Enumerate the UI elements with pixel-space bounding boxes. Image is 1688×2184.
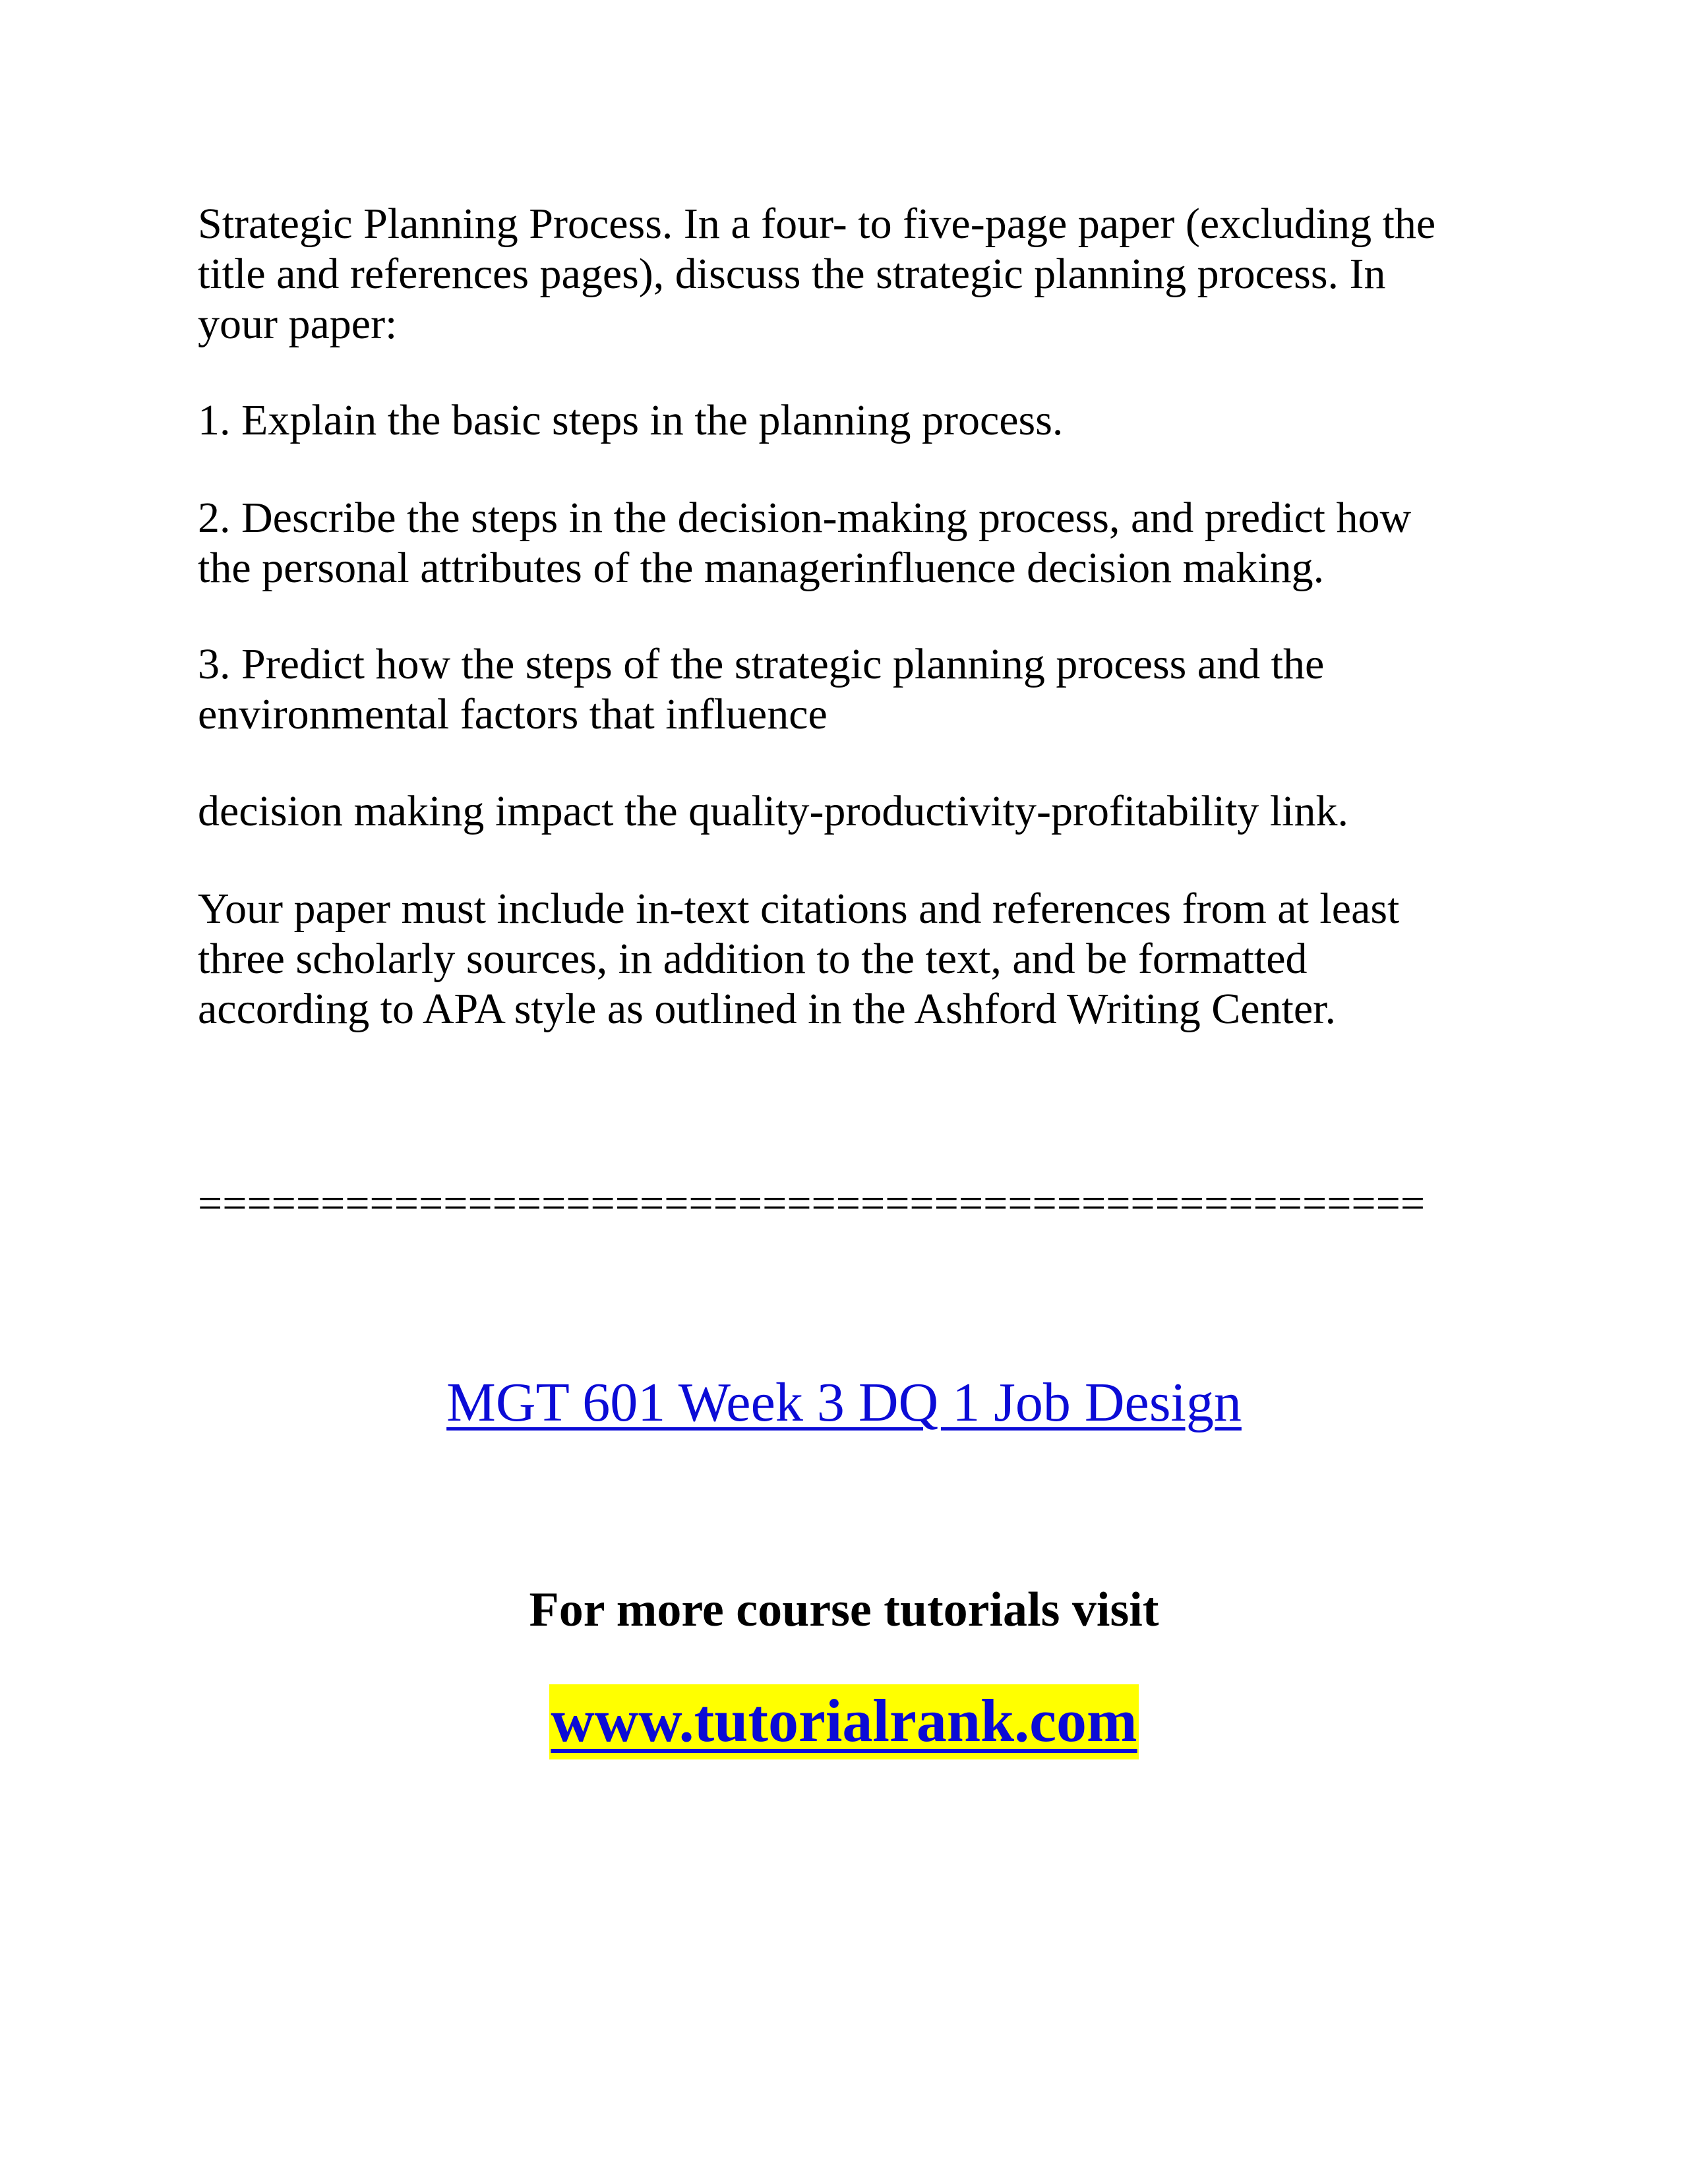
text-line: 1. Explain the basic steps in the planning process. xyxy=(198,396,1064,444)
intro-paragraph xyxy=(198,199,1530,349)
site-link-row xyxy=(0,1684,1688,1757)
course-link[interactable]: MGT 601 Week 3 DQ 1 Job Design xyxy=(446,1372,1242,1433)
text-line: your paper: xyxy=(198,300,398,348)
tagline: For more course tutorials visit xyxy=(529,1583,1159,1637)
text-line: according to APA style as outlined in the Ashford Writing Center. xyxy=(198,985,1337,1033)
text-line: environmental factors that influence xyxy=(198,690,828,738)
text-line: decision making impact the quality-productivity-profitability link. xyxy=(198,787,1348,835)
text-line: Your paper must include in-text citations and references from at least xyxy=(198,885,1400,933)
separator-line: ================================================== xyxy=(198,1179,1426,1227)
requirements-paragraph xyxy=(198,884,1530,1034)
text-line: 2. Describe the steps in the decision-making process, and predict how xyxy=(198,494,1412,542)
list-item-3 xyxy=(198,639,1530,740)
list-item-3-continuation xyxy=(198,786,1530,837)
list-item-1 xyxy=(198,396,1530,446)
list-item-2 xyxy=(198,493,1530,593)
text-line: Strategic Planning Process. In a four- to five-page paper (excluding the xyxy=(198,200,1436,248)
text-line: 3. Predict how the steps of the strategic planning process and the xyxy=(198,640,1325,688)
site-link[interactable]: www.tutorialrank.com xyxy=(549,1684,1138,1759)
text-line: title and references pages), discuss the strategic planning process. In xyxy=(198,250,1386,298)
text-line: three scholarly sources, in addition to the text, and be formatted xyxy=(198,935,1308,983)
course-link-row xyxy=(0,1371,1688,1434)
text-line: the personal attributes of the managerinfluence decision making. xyxy=(198,544,1325,592)
